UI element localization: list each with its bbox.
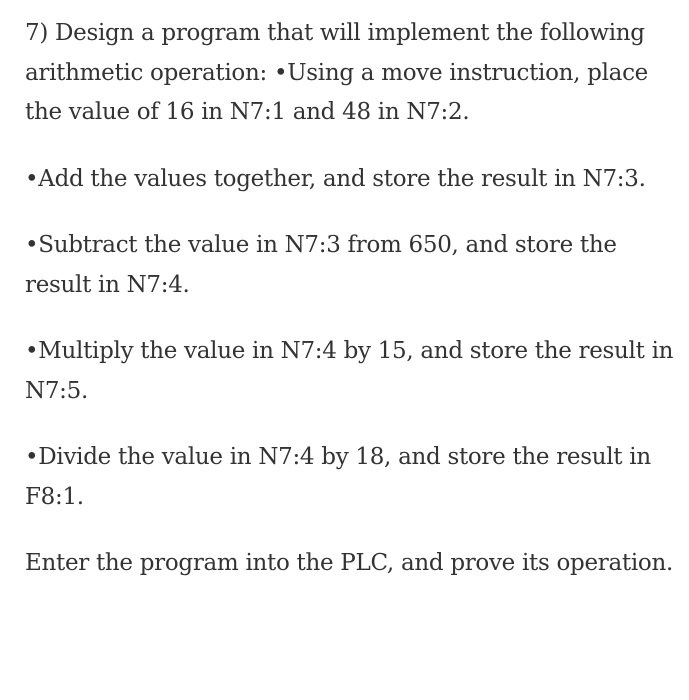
step-multiply: •Multiply the value in N7:4 by 15, and store the result in N7:5. (25, 338, 674, 404)
question-closing: Enter the program into the PLC, and prove its operation. (25, 550, 673, 576)
question-intro: 7) Design a program that will implement the following arithmetic operation: •Using a move instruction, place the value of 16 in N7:1 and 48 in N7:2. (25, 20, 648, 125)
step-add: •Add the values together, and store the result in N7:3. (25, 165, 646, 192)
step-subtract: •Subtract the value in N7:3 from 650, and store the result in N7:4. (25, 232, 617, 298)
step-divide: •Divide the value in N7:4 by 18, and store the result in F8:1. (25, 444, 651, 510)
